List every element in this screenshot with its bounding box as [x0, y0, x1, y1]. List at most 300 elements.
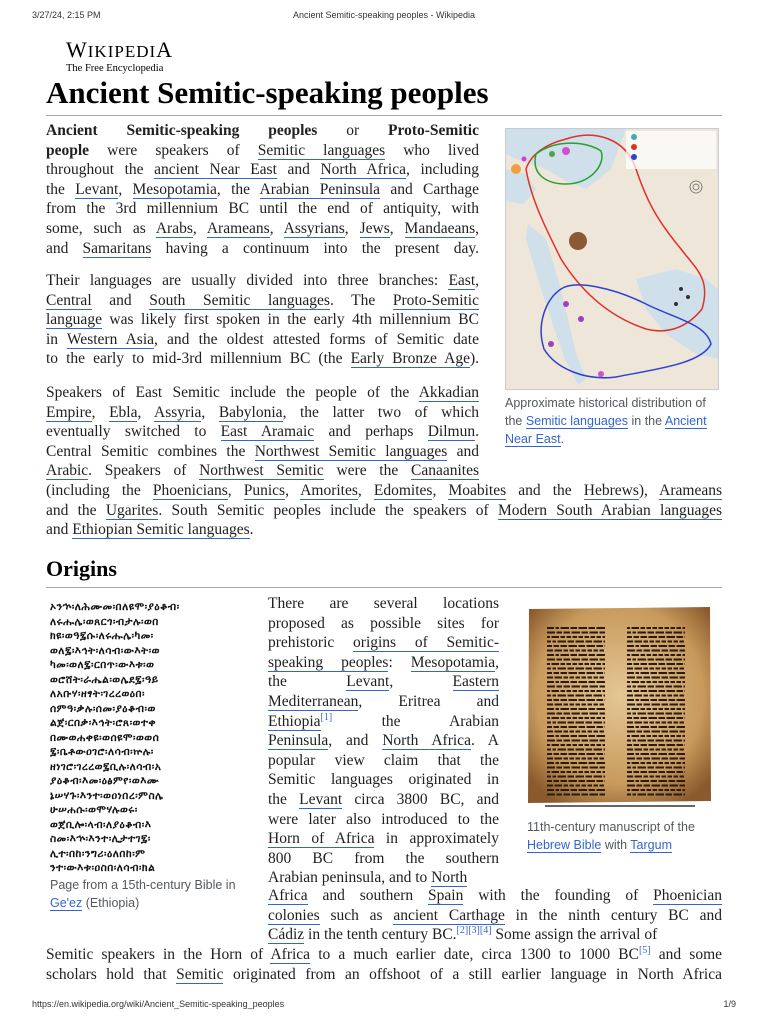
manuscript-glyph	[589, 627, 596, 629]
text-line: popular view claim that the	[268, 751, 499, 769]
manuscript-glyph	[582, 758, 587, 760]
manuscript-glyph	[683, 708, 686, 710]
manuscript-glyph	[627, 645, 634, 647]
manuscript-glyph	[597, 753, 604, 755]
hebrew-manuscript-image[interactable]	[525, 605, 714, 813]
manuscript-glyph	[635, 641, 643, 643]
manuscript-glyph	[648, 686, 655, 688]
manuscript-glyph	[668, 641, 673, 643]
manuscript-glyph	[633, 713, 637, 715]
manuscript-glyph	[636, 645, 640, 647]
manuscript-glyph	[668, 722, 673, 724]
manuscript-glyph	[564, 731, 569, 733]
manuscript-glyph	[649, 771, 658, 773]
manuscript-glyph	[590, 632, 599, 634]
manuscript-glyph	[569, 780, 578, 782]
manuscript-glyph	[680, 749, 685, 751]
manuscript-glyph	[572, 632, 581, 634]
map-figure	[505, 128, 722, 448]
manuscript-glyph	[644, 776, 649, 778]
manuscript-glyph	[586, 641, 593, 643]
manuscript-glyph	[547, 636, 550, 638]
manuscript-glyph	[576, 677, 581, 679]
manuscript-glyph	[582, 650, 587, 652]
manuscript-glyph	[641, 780, 650, 782]
manuscript-glyph	[556, 735, 560, 737]
manuscript-glyph	[589, 681, 596, 683]
manuscript-glyph	[680, 758, 686, 760]
manuscript-glyph	[547, 762, 554, 764]
print-tab-title: Ancient Semitic-speaking peoples - Wikipedia	[292, 10, 476, 20]
manuscript-glyph	[656, 659, 665, 661]
manuscript-glyph	[651, 726, 658, 728]
manuscript-glyph	[554, 753, 560, 755]
manuscript-glyph	[597, 627, 606, 629]
manuscript-glyph	[651, 699, 658, 701]
manuscript-glyph	[653, 735, 658, 737]
manuscript-glyph	[547, 740, 555, 742]
manuscript-glyph	[637, 758, 643, 760]
manuscript-glyph	[659, 744, 666, 746]
manuscript-glyph	[597, 654, 606, 656]
manuscript-glyph	[591, 636, 596, 638]
manuscript-glyph	[603, 744, 606, 746]
print-page-count: 1/9	[723, 999, 736, 1009]
manuscript-glyph	[644, 731, 651, 733]
manuscript-glyph	[669, 699, 676, 701]
manuscript-glyph	[561, 753, 568, 755]
manuscript-glyph	[572, 686, 581, 688]
manuscript-glyph	[641, 789, 646, 791]
text-line: 800 BC from the southern	[268, 849, 499, 867]
manuscript-glyph	[627, 753, 634, 755]
manuscript-glyph	[636, 726, 640, 728]
manuscript-glyph	[597, 735, 606, 737]
manuscript-glyph	[641, 672, 650, 674]
page-title: Ancient Semitic-speaking peoples	[46, 75, 489, 110]
manuscript-glyph	[547, 794, 555, 796]
manuscript-glyph	[586, 776, 593, 778]
manuscript-glyph	[547, 681, 554, 683]
manuscript-glyph	[561, 672, 568, 674]
manuscript-glyph	[547, 767, 555, 769]
manuscript-glyph	[597, 699, 604, 701]
manuscript-glyph	[568, 668, 575, 670]
manuscript-glyph	[570, 731, 575, 733]
manuscript-glyph	[576, 731, 581, 733]
manuscript-glyph	[627, 749, 633, 751]
manuscript-glyph	[561, 780, 568, 782]
manuscript-glyph	[647, 735, 652, 737]
manuscript-glyph	[662, 641, 667, 643]
geez-line: ካመ፡ወለ፯፡ርበጥ፡ውእቱ፡ወ	[50, 659, 155, 671]
manuscript-glyph	[547, 722, 551, 724]
manuscript-glyph	[571, 762, 578, 764]
manuscript-glyph	[569, 753, 578, 755]
manuscript-glyph	[632, 789, 640, 791]
manuscript-glyph	[576, 785, 581, 787]
manuscript-glyph	[652, 650, 661, 652]
manuscript-glyph	[597, 780, 604, 782]
manuscript-glyph	[632, 762, 640, 764]
manuscript-glyph	[662, 785, 669, 787]
manuscript-glyph	[636, 780, 640, 782]
geez-line: ወጀቢሎ፡ላብ፡ለያዕቆብ፡እ	[50, 818, 152, 831]
manuscript-glyph	[627, 636, 632, 638]
manuscript-glyph	[665, 627, 670, 629]
wikipedia-wordmark: WIKIPEDIA	[66, 37, 174, 62]
wikipedia-logo[interactable]	[66, 38, 173, 74]
manuscript-glyph	[667, 636, 676, 638]
text-line: proposed as possible sites for	[268, 614, 499, 632]
manuscript-glyph	[656, 713, 665, 715]
text-line: Central and South Semitic languages. The Proto-Semitic	[46, 291, 479, 309]
manuscript-glyph	[669, 753, 676, 755]
manuscript-glyph	[656, 668, 661, 670]
manuscript-glyph	[634, 717, 640, 719]
manuscript-glyph	[572, 659, 581, 661]
manuscript-glyph	[605, 645, 606, 647]
manuscript-glyph	[674, 713, 683, 715]
manuscript-glyph	[558, 695, 567, 697]
manuscript-glyph	[647, 654, 652, 656]
manuscript-glyph	[561, 708, 570, 710]
geez-line: ኦንኍ፡ለሕሙመ፡በለዩሞ፡ያዕቆብ፡	[50, 601, 180, 613]
manuscript-glyph	[653, 762, 658, 764]
manuscript-glyph	[587, 699, 596, 701]
manuscript-glyph	[555, 677, 563, 679]
manuscript-glyph	[635, 749, 643, 751]
manuscript-glyph	[590, 794, 599, 796]
manuscript-glyph	[564, 659, 571, 661]
manuscript-glyph	[627, 654, 630, 656]
manuscript-glyph	[570, 758, 575, 760]
title-divider	[46, 115, 722, 116]
manuscript-glyph	[605, 726, 606, 728]
manuscript-glyph	[649, 717, 658, 719]
manuscript-glyph	[576, 722, 585, 724]
manuscript-glyph	[597, 708, 606, 710]
text-line: some, such as Arabs, Arameans, Assyrians, Jews, Mandaeans,	[46, 219, 480, 237]
manuscript-glyph	[547, 749, 551, 751]
manuscript-glyph	[582, 704, 587, 706]
manuscript-glyph	[627, 663, 632, 665]
semitic-distribution-map[interactable]	[505, 128, 719, 390]
manuscript-glyph	[556, 708, 560, 710]
manuscript-glyph	[634, 663, 640, 665]
manuscript-caption: 11th-century manuscript of the Hebrew Bible with Targum	[527, 820, 695, 852]
manuscript-glyph	[547, 771, 550, 773]
manuscript-glyph	[668, 776, 673, 778]
origins-paragraph-wide	[268, 886, 722, 945]
manuscript-glyph	[680, 704, 686, 706]
geez-line: ኔሠሃጉ፡እንተ፡ወዐነበረ፡ምስሌ	[50, 789, 164, 802]
manuscript-glyph	[579, 672, 586, 674]
manuscript-glyph	[627, 686, 631, 688]
manuscript-glyph	[589, 654, 596, 656]
manuscript-glyph	[666, 713, 673, 715]
manuscript-glyph	[680, 650, 686, 652]
manuscript-glyph	[547, 744, 550, 746]
origins-wide-end: Cádiz in the tenth century BC.[2][3][4] Some assign the arrival of	[268, 925, 658, 944]
text-line: were later also introduced to the	[268, 810, 499, 828]
manuscript-glyph	[669, 726, 676, 728]
manuscript-glyph	[582, 731, 587, 733]
manuscript-glyph	[649, 690, 658, 692]
manuscript-glyph	[591, 744, 596, 746]
manuscript-glyph	[677, 717, 684, 719]
manuscript-glyph	[659, 735, 664, 737]
manuscript-glyph	[594, 731, 599, 733]
manuscript-glyph	[561, 789, 570, 791]
geez-line: ስመ፡እኍ፡እንተ፡ሊታተገ፯፡	[50, 833, 151, 845]
manuscript-glyph	[632, 708, 640, 710]
manuscript-glyph	[627, 762, 630, 764]
manuscript-glyph	[571, 654, 578, 656]
manuscript-glyph	[600, 713, 606, 715]
manuscript-glyph	[576, 749, 585, 751]
manuscript-glyph	[644, 722, 649, 724]
manuscript-glyph	[667, 771, 676, 773]
manuscript-glyph	[569, 699, 578, 701]
manuscript-glyph	[627, 641, 633, 643]
manuscript-glyph	[641, 681, 646, 683]
manuscript-glyph	[667, 690, 676, 692]
geez-line: ያዕቆብ፡እመ፡ዕፅምየ፡ወእሙ	[50, 775, 160, 787]
manuscript-glyph	[587, 726, 596, 728]
manuscript-glyph	[564, 650, 569, 652]
manuscript-glyph	[651, 672, 658, 674]
manuscript-glyph	[685, 771, 686, 773]
manuscript-glyph	[579, 627, 588, 629]
manuscript-glyph	[553, 641, 557, 643]
manuscript-glyph	[677, 663, 684, 665]
manuscript-glyph	[582, 659, 589, 661]
manuscript-glyph	[674, 686, 683, 688]
manuscript-glyph	[641, 735, 646, 737]
manuscript-glyph	[579, 717, 584, 719]
manuscript-glyph	[674, 668, 679, 670]
manuscript-glyph	[637, 677, 643, 679]
manuscript-glyph	[671, 627, 676, 629]
manuscript-glyph	[586, 668, 593, 670]
manuscript-glyph	[674, 722, 679, 724]
manuscript-glyph	[683, 735, 686, 737]
manuscript-glyph	[635, 695, 643, 697]
manuscript-glyph	[656, 776, 661, 778]
manuscript-glyph	[591, 717, 596, 719]
manuscript-glyph	[637, 731, 643, 733]
manuscript-glyph	[561, 717, 566, 719]
manuscript-glyph	[605, 753, 606, 755]
origins-paragraph-full	[46, 945, 722, 984]
manuscript-glyph	[627, 650, 635, 652]
manuscript-glyph	[594, 641, 603, 643]
manuscript-glyph	[656, 722, 661, 724]
manuscript-glyph	[547, 695, 551, 697]
manuscript-glyph	[665, 789, 670, 791]
manuscript-glyph	[677, 753, 686, 755]
manuscript-glyph	[557, 794, 563, 796]
manuscript-glyph	[579, 762, 588, 764]
manuscript-glyph	[659, 690, 666, 692]
manuscript-glyph	[579, 726, 586, 728]
manuscript-glyph	[554, 726, 560, 728]
manuscript-glyph	[680, 641, 685, 643]
manuscript-glyph	[590, 686, 599, 688]
manuscript-glyph	[558, 749, 567, 751]
manuscript-glyph	[671, 654, 676, 656]
manuscript-glyph	[547, 776, 551, 778]
manuscript-glyph	[638, 632, 647, 634]
manuscript-glyph	[564, 758, 569, 760]
manuscript-glyph	[653, 654, 658, 656]
manuscript-glyph	[597, 636, 602, 638]
manuscript-glyph	[594, 695, 603, 697]
manuscript-glyph	[554, 672, 560, 674]
text-line: Empire, Ebla, Assyria, Babylonia, the latter two of which	[46, 403, 480, 421]
manuscript-glyph	[547, 789, 554, 791]
manuscript-glyph	[582, 740, 589, 742]
manuscript-glyph	[670, 704, 679, 706]
geez-bible-page-image[interactable]	[50, 600, 238, 872]
manuscript-glyph	[568, 641, 575, 643]
manuscript-glyph	[553, 776, 557, 778]
manuscript-glyph	[627, 699, 634, 701]
manuscript-glyph	[547, 627, 554, 629]
manuscript-glyph	[644, 758, 651, 760]
manuscript-glyph	[684, 740, 686, 742]
manuscript-glyph	[594, 758, 599, 760]
manuscript-glyph	[638, 659, 647, 661]
manuscript-glyph	[680, 785, 686, 787]
manuscript-glyph	[570, 704, 575, 706]
manuscript-glyph	[641, 627, 646, 629]
manuscript-glyph	[649, 636, 658, 638]
manuscript-glyph	[647, 762, 652, 764]
text-line: Ancient Semitic-speaking peoples or Proto-Semitic	[46, 122, 479, 139]
manuscript-glyph	[656, 740, 665, 742]
manuscript-glyph	[588, 758, 593, 760]
manuscript-glyph	[570, 650, 575, 652]
manuscript-glyph	[576, 695, 585, 697]
manuscript-glyph	[656, 641, 661, 643]
manuscript-glyph	[547, 677, 553, 679]
manuscript-glyph	[591, 663, 596, 665]
manuscript-glyph	[547, 668, 551, 670]
origins-heading: Origins	[46, 556, 117, 581]
manuscript-glyph	[683, 627, 686, 629]
manuscript-glyph	[564, 704, 569, 706]
manuscript-glyph	[671, 735, 676, 737]
manuscript-glyph	[588, 704, 593, 706]
manuscript-glyph	[576, 704, 581, 706]
manuscript-glyph	[684, 713, 686, 715]
manuscript-glyph	[632, 654, 640, 656]
geez-line: ሊተ፡በከ፡ንግሪ፡ዕለበከ፡ም	[50, 847, 146, 860]
text-line: Semitic languages originated in	[268, 771, 499, 789]
speakers-paragraph-wide	[46, 481, 722, 540]
manuscript-glyph	[627, 713, 631, 715]
manuscript-glyph	[684, 686, 686, 688]
manuscript-glyph	[627, 627, 630, 629]
manuscript-glyph	[670, 731, 679, 733]
manuscript-glyph	[627, 695, 633, 697]
manuscript-glyph	[568, 776, 575, 778]
manuscript-glyph	[555, 785, 563, 787]
manuscript-glyph	[571, 681, 578, 683]
manuscript-glyph	[683, 789, 686, 791]
speakers-paragraph-end: and Ethiopian Semitic languages.	[46, 521, 254, 539]
manuscript-glyph	[665, 654, 670, 656]
manuscript-glyph	[638, 686, 647, 688]
manuscript-glyph	[571, 708, 578, 710]
text-line: Their languages are usually divided into three branches: East,	[46, 272, 479, 289]
manuscript-glyph	[632, 681, 640, 683]
manuscript-glyph	[579, 780, 586, 782]
manuscript-glyph	[597, 672, 604, 674]
manuscript-glyph	[594, 650, 599, 652]
manuscript-glyph	[662, 758, 669, 760]
geez-caption: Page from a 15th-century Bible in Ge'ez (Ethiopia)	[50, 878, 236, 910]
manuscript-glyph	[637, 704, 643, 706]
manuscript-glyph	[553, 722, 557, 724]
manuscript-glyph	[561, 627, 570, 629]
manuscript-glyph	[644, 749, 649, 751]
manuscript-glyph	[652, 758, 661, 760]
manuscript-glyph	[547, 758, 553, 760]
origins-narrow-end: Arabian peninsula, and to North	[268, 869, 468, 887]
manuscript-glyph	[567, 771, 572, 773]
manuscript-glyph	[600, 731, 605, 733]
text-line: and Samaritans having a continuum into the present day.	[46, 239, 479, 257]
manuscript-glyph	[662, 749, 667, 751]
manuscript-glyph	[627, 794, 631, 796]
manuscript-glyph	[558, 722, 567, 724]
manuscript-glyph	[552, 636, 560, 638]
map-graphic	[506, 129, 718, 389]
manuscript-glyph	[572, 767, 581, 769]
manuscript-glyph	[569, 672, 578, 674]
manuscript-glyph	[579, 735, 588, 737]
manuscript-glyph	[579, 645, 586, 647]
manuscript-glyph	[572, 794, 581, 796]
manuscript-glyph	[653, 708, 658, 710]
manuscript-glyph	[597, 744, 602, 746]
manuscript-glyph	[667, 663, 676, 665]
manuscript-glyph	[567, 690, 572, 692]
geez-line: በሙወሐቀዩ፡ወሰዩሞ፡ወወሰ	[50, 731, 160, 744]
manuscript-glyph	[556, 681, 560, 683]
manuscript-glyph	[555, 650, 563, 652]
manuscript-glyph	[547, 785, 553, 787]
manuscript-glyph	[568, 695, 575, 697]
manuscript-glyph	[665, 708, 670, 710]
manuscript-glyph	[641, 636, 648, 638]
manuscript-glyph	[586, 695, 593, 697]
manuscript-glyph	[603, 771, 606, 773]
manuscript-glyph	[656, 749, 661, 751]
manuscript-glyph	[671, 789, 676, 791]
manuscript-glyph	[604, 776, 606, 778]
manuscript-glyph	[677, 690, 684, 692]
manuscript-glyph	[586, 749, 593, 751]
manuscript-glyph	[683, 762, 686, 764]
manuscript-glyph	[632, 735, 640, 737]
manuscript-glyph	[656, 632, 665, 634]
manuscript-glyph	[662, 776, 667, 778]
manuscript-glyph	[684, 659, 686, 661]
